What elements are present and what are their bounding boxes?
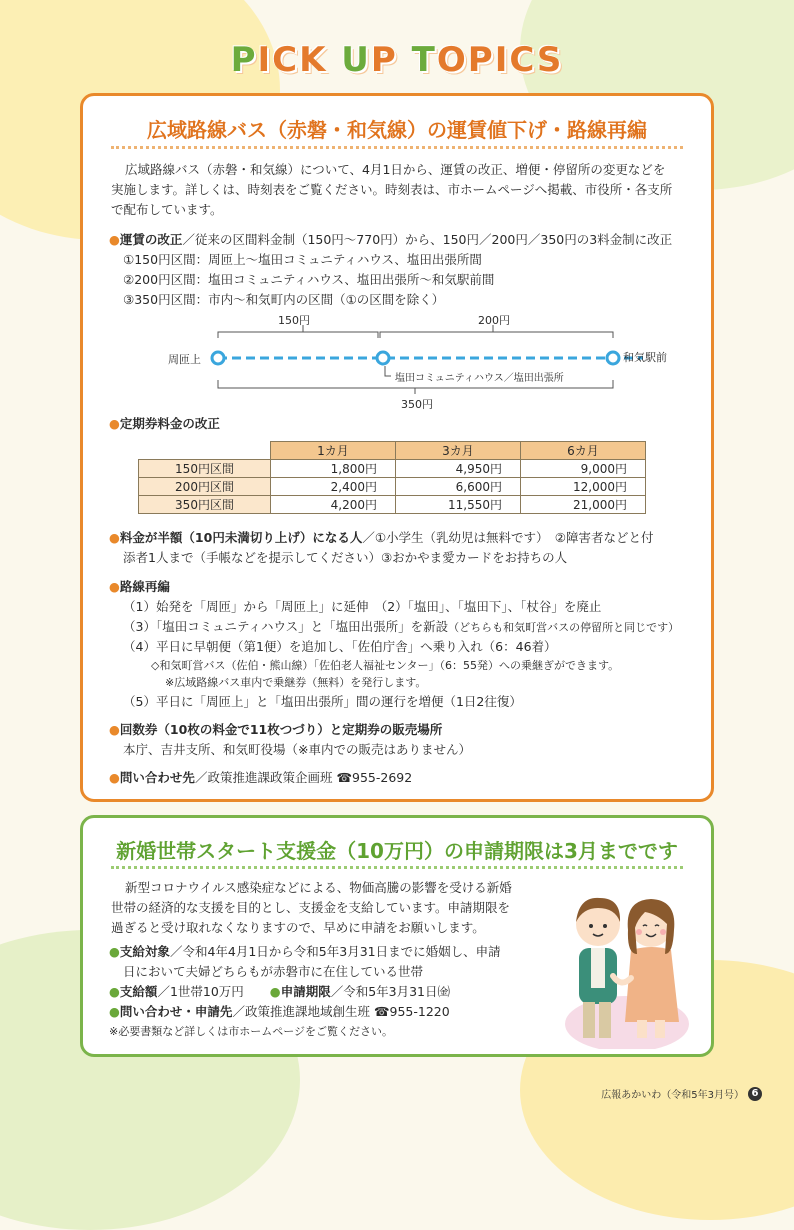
table-cell: 2,400円 [271, 478, 396, 496]
fare-item: ③350円区間：市内～和気町内の区間（①の区間を除く） [123, 292, 445, 307]
table-cell: 9,000円 [521, 460, 646, 478]
page-heading: PICK UP TOPICS [230, 40, 564, 80]
target-line: 日において夫婦どちらもが赤磐市に在住している世帯 [123, 964, 424, 979]
row-label: 200円区間 [139, 478, 271, 496]
reorg-item: （4）平日に早朝便（第1便）を追加し、「佐伯庁舎」へ乗り入れ（6：46着） [123, 639, 557, 654]
bullet-icon: ● [109, 232, 120, 247]
reorg-note: ※広域路線バス車内で乗継券（無料）を発行します。 [165, 676, 427, 689]
newlywed-intro-line: 過ぎると受け取れなくなりますので、早めに申請をお願いします。 [111, 920, 485, 935]
bus-intro-line: で配布しています。 [111, 202, 223, 217]
table-header: 6カ月 [521, 442, 646, 460]
phone-icon: ☎ [336, 770, 353, 785]
table-cell: 6,600円 [396, 478, 521, 496]
tickets-heading: ●回数券（10枚の料金で11枚つづり）と定期券の販売場所 [109, 722, 443, 737]
reorg-item: （3）「塩田コミュニティハウス」と「塩田出張所」を新設（どちらも和気町営バスの停留所と同じです） [123, 619, 680, 634]
table-cell: 11,550円 [396, 496, 521, 514]
row-label: 350円区間 [139, 496, 271, 514]
table-row [139, 478, 646, 496]
table-header: 3カ月 [396, 442, 521, 460]
couple-illustration-icon [565, 884, 690, 1049]
bullet-icon: ● [109, 944, 120, 959]
bullet-icon: ● [109, 530, 120, 545]
bullet-icon: ● [109, 1004, 120, 1019]
table-cell: 4,950円 [396, 460, 521, 478]
bullet-icon: ● [109, 416, 120, 431]
stop-marker [212, 352, 224, 364]
table-header-row [139, 442, 646, 460]
phone-icon: ☎ [373, 1004, 390, 1019]
bullet-icon: ● [109, 579, 120, 594]
table-header: 1カ月 [271, 442, 396, 460]
table-cell: 1,800円 [271, 460, 396, 478]
fare-label-150: 150円 [278, 314, 310, 327]
table-cell: 21,000円 [521, 496, 646, 514]
newlywed-contact: ●問い合わせ・申請先／政策推進課地域創生班 ☎955-1220 [109, 1004, 450, 1019]
publication-name: 広報あかいわ（令和5年3月号） [601, 1090, 744, 1101]
newlywed-article-title: 新婚世帯スタート支援金（10万円）の申請期限は3月までです [116, 839, 678, 863]
table-row [139, 460, 646, 478]
phone-number: 955-1220 [389, 1004, 450, 1019]
bus-intro-line: 実施します。詳しくは、時刻表をご覧ください。時刻表は、市ホームページへ掲載、市役所・各支所 [111, 182, 673, 197]
table-cell: 4,200円 [271, 496, 396, 514]
stop-marker [377, 352, 389, 364]
newlywed-note: ※必要書類など詳しくは市ホームページをご覧ください。 [109, 1025, 393, 1038]
stop-end-label: 和気駅前 [623, 351, 667, 364]
reorg-item: （5）平日に「周匝上」と「塩田出張所」間の運行を増便（1日2往復） [123, 694, 522, 709]
bullet-icon: ● [109, 770, 120, 785]
stop-start-label: 周匝上 [168, 353, 201, 366]
table-cell: 12,000円 [521, 478, 646, 496]
reorg-note: ◇和気町営バス（佐伯・熊山線）「佐伯老人福祉センター」（6：55発）への乗継ぎができます。 [151, 659, 620, 672]
target-line: ●支給対象／令和4年4月1日から令和5年3月31日までに婚姻し、申請 [109, 944, 501, 959]
table-corner [139, 442, 271, 460]
title-divider [111, 146, 683, 149]
bus-intro-line: 広域路線バス（赤磐・和気線）について、4月1日から、運賃の改正、増便・停留所の変更などを [125, 162, 666, 177]
route-diagram [163, 314, 643, 411]
bus-article-card [80, 93, 714, 802]
fare-label-200: 200円 [478, 314, 510, 327]
phone-number: 955-2692 [352, 770, 413, 785]
pass-heading: ●定期券料金の改正 [109, 416, 220, 431]
stop-marker-end [603, 348, 623, 368]
fare-label-350: 350円 [401, 398, 433, 411]
reorg-item: （1）始発を「周匝」から「周匝上」に延伸 （2）「塩田」、「塩田下」、「杖谷」を廃止 [123, 599, 602, 614]
table-row [139, 496, 646, 514]
route-diagram-lines [163, 318, 643, 408]
bus-contact: ●問い合わせ先／政策推進課政策企画班 ☎955-2692 [109, 770, 413, 785]
bullet-icon: ● [269, 984, 281, 999]
amount-deadline-line: ●支給額／1世帯10万円 ●申請期限／令和5年3月31日㈮ [109, 984, 451, 999]
half-fare-line: 添者1人まで（手帳などを提示してください）③おかやま愛カードをお持ちの人 [123, 550, 568, 565]
reorg-heading: ●路線再編 [109, 579, 170, 594]
bus-article-title: 広域路線バス（赤磐・和気線）の運賃値下げ・路線再編 [147, 118, 647, 142]
newlywed-intro-line: 世帯の経済的な支援を目的とし、支援金を支給しています。申請期限を [111, 900, 511, 915]
fare-revision-heading: ●運賃の改正／従来の区間料金制（150円～770円）から、150円／200円／350円の3料金制に改正 [109, 232, 673, 247]
page-number: 6 [748, 1087, 762, 1101]
title-divider [111, 866, 683, 869]
tickets-text: 本庁、吉井支所、和気町役場（※車内での販売はありません） [123, 742, 471, 757]
bullet-icon: ● [109, 722, 120, 737]
newlywed-intro-line: 新型コロナウイルス感染症などによる、物価高騰の影響を受ける新婚 [125, 880, 512, 895]
page-footer [601, 1086, 762, 1101]
newlywed-article-card [80, 815, 714, 1057]
stop-middle-label: 塩田コミュニティハウス／塩田出張所 [395, 373, 564, 384]
row-label: 150円区間 [139, 460, 271, 478]
fare-item: ①150円区間：周匝上～塩田コミュニティハウス、塩田出張所間 [123, 252, 482, 267]
pass-fare-table [138, 441, 646, 514]
bullet-icon: ● [109, 984, 120, 999]
fare-item: ②200円区間：塩田コミュニティハウス、塩田出張所～和気駅前間 [123, 272, 495, 287]
half-fare-line: ●料金が半額（10円未満切り上げ）になる人／①小学生（乳幼児は無料です） ②障害者などと付 [109, 530, 654, 545]
